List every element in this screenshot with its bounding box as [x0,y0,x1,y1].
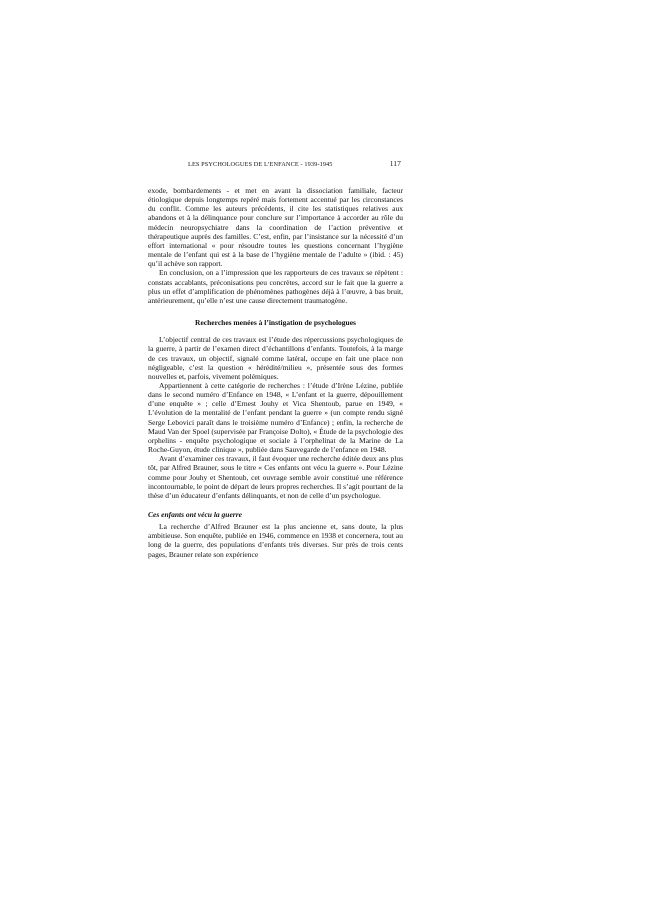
paragraph-6: La recherche d’Alfred Brauner est la plus ancienne et, sans doute, la plus ambitieuse. Son enquête, publiée en 1946, commence en 1938 et concernera, tout au long de la guerre, des populations d’enfants très diverses. Sur près de trois cents pages, Brauner relate son expérience [148,522,403,559]
page-number: 117 [389,159,401,168]
subsection-heading: Ces enfants ont vécu la guerre [148,510,242,519]
paragraph-3: L’objectif central de ces travaux est l’étude des répercussions psychologiques de la guerre, à partir de l’examen direct d’échantillons d’enfants. Toutefois, à la marge de ces travaux, un objectif, signalé comme latéral, occupe en fait une place non négligeable, c’est la question « hérédité/milieu », présentée sous des formes nouvelles et, parfois, vivement polémiques. [148,335,403,381]
section-heading: Recherches menées à l’instigation de psychologues [195,318,356,328]
book-page [148,160,403,559]
paragraph-1: exode, bombardements - et met en avant la dissociation familiale, facteur étiologique depuis longtemps repéré mais fortement accentué par les circonstances du conflit. Comme les auteurs précédents, il cite les statistiques relatives aux abandons et à la délinquance pour conclure sur l’importance à accorder au rôle du médecin neuropsychiatre dans la coordination de l’action préventive et thérapeutique auprès des familles. C’est, enfin, par l’insistance sur la nécessité d’un effort international « pour résoudre toutes les questions concernant l’hygiène mentale de l’enfant qui est à la base de l’hygiène mentale de l’adulte » (ibid. : 45) qu’il achève son rapport. [148,186,403,269]
running-header [148,160,403,172]
paragraph-2: En conclusion, on a l’impression que les rapporteurs de ces travaux se répètent : constats accablants, préconisations peu concrètes, accord sur le fait que la guerre a plus un effet d’amplification de phénomènes pathogènes déjà à l’œuvre, à bas bruit, antérieurement, qu’elle n’est une cause directement traumatogène. [148,268,403,305]
paragraph-5: Avant d’examiner ces travaux, il faut évoquer une recherche éditée deux ans plus tôt, par Alfred Brauner, sous le titre « Ces enfants ont vécu la guerre ». Pour Lézine comme pour Jouhy et Shentoub, cet ouvrage semble avoir constitué une référence incontournable, le point de départ de leurs propres recherches. Il s’agit pourtant de la thèse d’un éducateur d’enfants délinquants, et non de celle d’un psychologue. [148,454,403,500]
paragraph-4: Appartiennent à cette catégorie de recherches : l’étude d’Irène Lézine, publiée dans le second numéro d’Enfance en 1948, « L’enfant et la guerre, dépouillement d’une enquête » ; celle d’Ernest Jouhy et Vica Shentoub, parue en 1949, « L’évolution de la mentalité de l’enfant pendant la guerre » (un compte rendu signé Serge Lebovici paraît dans le troisième numéro d’Enfance) ; enfin, la recherche de Maud Van der Spoel (supervisée par Françoise Dolto), « Étude de la psychologie des orphelins - enquête psychologique et sociale à l’orphelinat de la Marine de La Roche-Guyon, étude clinique », publiée dans Sauvegarde de l’enfance en 1948. [148,380,403,455]
running-title: LES PSYCHOLOGUES DE L’ENFANCE - 1939-1945 [188,161,333,168]
